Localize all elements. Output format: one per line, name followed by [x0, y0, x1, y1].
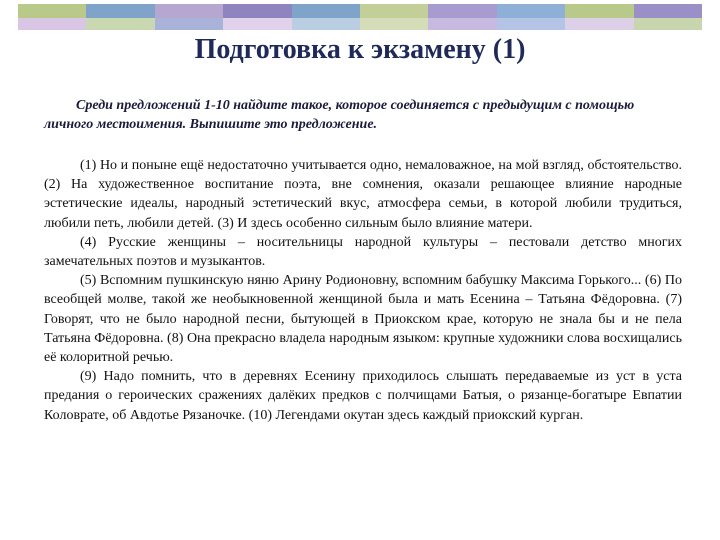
- decorative-block: [428, 18, 496, 30]
- decorative-block: [18, 4, 86, 18]
- task-instruction: Среди предложений 1-10 найдите такое, которое соединяется с предыдущим с помощью личного местоимения. Выпишите это предложение.: [44, 98, 635, 132]
- paragraph: (1) Но и поныне ещё недостаточно учитывается одно, немаловажное, на мой взгляд, обстоятельство. (2) На художественное воспитание поэта, вне сомнения, оказали решающее влияние народные эстетические идеалы, народный эстетический вкус, атмосфера семьи, в которой любили трудиться, любили петь, любили детей. (3) И здесь особенно сильным было влияние матери.: [44, 158, 682, 231]
- paragraph: (5) Вспомним пушкинскую няню Арину Родионовну, вспомним бабушку Максима Горького... (6) По всеобщей молве, такой же необыкновенной женщиной была и мать Есенина – Татьяна Фёдоровна. (7) Говорят, что не было народной песни, бытующей в Приокском крае, которую не знала бы и не пела Татьяна Фёдоровна. (8) Она прекрасно владела народным языком: крупные художники слова восхищались её колоритной речью.: [44, 273, 682, 366]
- decorative-block: [223, 4, 291, 18]
- paragraph: (9) Надо помнить, что в деревнях Есенину приходилось слышать передаваемые из уст в уста предания о героических сражениях далёких предков с полчищами Батыя, о рязанце-богатыре Евпатии Коловрате, об Авдотье Рязаночке. (10) Легендами окутан здесь каждый приокский курган.: [44, 369, 682, 423]
- decorative-block: [360, 4, 428, 18]
- decorative-block: [428, 4, 496, 18]
- text-body: [44, 156, 682, 425]
- decorative-block: [155, 4, 223, 18]
- decorative-block: [292, 4, 360, 18]
- decorative-block: [292, 18, 360, 30]
- slide-title: Подготовка к экзамену (1): [194, 34, 526, 65]
- decorative-block: [86, 4, 154, 18]
- decorative-block: [18, 18, 86, 30]
- decorative-block: [223, 18, 291, 30]
- decorative-block: [497, 4, 565, 18]
- decorative-block: [634, 4, 702, 18]
- decorative-block: [86, 18, 154, 30]
- decorative-block: [497, 18, 565, 30]
- decorative-stripe-top: [18, 4, 702, 18]
- decorative-block: [565, 4, 633, 18]
- decorative-block: [360, 18, 428, 30]
- decorative-header-bar: [18, 4, 702, 34]
- decorative-block: [155, 18, 223, 30]
- decorative-stripe-bottom: [18, 18, 702, 30]
- decorative-block: [634, 18, 702, 30]
- decorative-block: [565, 18, 633, 30]
- paragraph: (4) Русские женщины – носительницы народной культуры – пестовали детство многих замечательных поэтов и музыкантов.: [44, 234, 682, 270]
